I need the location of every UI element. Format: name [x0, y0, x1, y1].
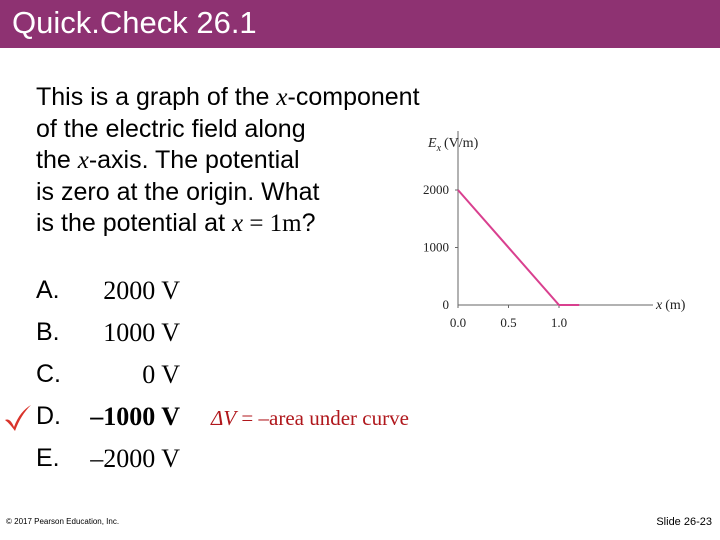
checkmark-icon — [3, 403, 33, 433]
electric-field-chart — [405, 125, 705, 345]
choice-a[interactable] — [36, 276, 226, 316]
explanation-rest: = –area under curve — [236, 406, 409, 430]
explanation-text — [211, 406, 409, 431]
choice-a-letter: A. — [36, 276, 60, 304]
choice-e-letter: E. — [36, 444, 60, 472]
choice-d[interactable] — [36, 402, 226, 442]
y-tick-label-0: 0 — [442, 297, 449, 312]
question-line-1-prefix: This is a graph of the — [36, 83, 277, 111]
choice-e-value: –2000 V — [90, 444, 180, 473]
copyright-notice: © 2017 Pearson Education, Inc. — [6, 517, 120, 526]
choice-b-letter: B. — [36, 318, 60, 346]
choice-d-value: –1000 V — [90, 402, 180, 431]
choice-c[interactable] — [36, 360, 226, 400]
question-line-2: of the electric field along — [36, 114, 306, 143]
choice-e[interactable] — [36, 444, 226, 484]
question-line-1-suffix: -component — [287, 83, 420, 111]
question-line-5-equation: = 1m — [243, 210, 302, 237]
explanation-delta-v: ΔV — [211, 406, 237, 430]
title-bar — [0, 0, 720, 48]
question-line-5-variable: x — [231, 210, 244, 237]
choice-b[interactable] — [36, 318, 226, 358]
series-line-ex — [458, 190, 579, 305]
y-axis-label: $E_x$ (V/m) — [428, 136, 479, 154]
y-tick-label-1000: 1000 — [423, 239, 449, 255]
choice-c-value: 0 V — [142, 360, 180, 389]
x-tick-label-0.0: 0.0 — [449, 315, 467, 330]
question-line-4: is zero at the origin. What — [36, 177, 320, 206]
question-line-1-variable: x — [276, 84, 288, 111]
choice-b-value: 1000 V — [103, 318, 180, 347]
question-line-5-suffix: ? — [301, 209, 316, 237]
slide-number: Slide 26-23 — [656, 516, 712, 528]
question-line-3-suffix: -axis. The potential — [88, 146, 300, 174]
question-line-3-prefix: the — [36, 146, 78, 174]
question-line-3-variable: x — [77, 147, 89, 174]
choice-a-value: 2000 V — [103, 276, 180, 305]
y-tick-label-2000: 2000 — [423, 182, 449, 197]
x-tick-label-1.0: 1.0 — [550, 315, 568, 330]
question-line-1 — [36, 82, 496, 114]
x-tick-label-0.5: 0.5 — [500, 315, 517, 330]
slide-title: Quick.Check 26.1 — [12, 5, 257, 40]
question-line-5-prefix: is the potential at — [36, 209, 232, 237]
choice-c-letter: C. — [36, 360, 61, 388]
choice-d-letter: D. — [36, 402, 61, 430]
x-axis-label: x (m) — [656, 298, 686, 313]
